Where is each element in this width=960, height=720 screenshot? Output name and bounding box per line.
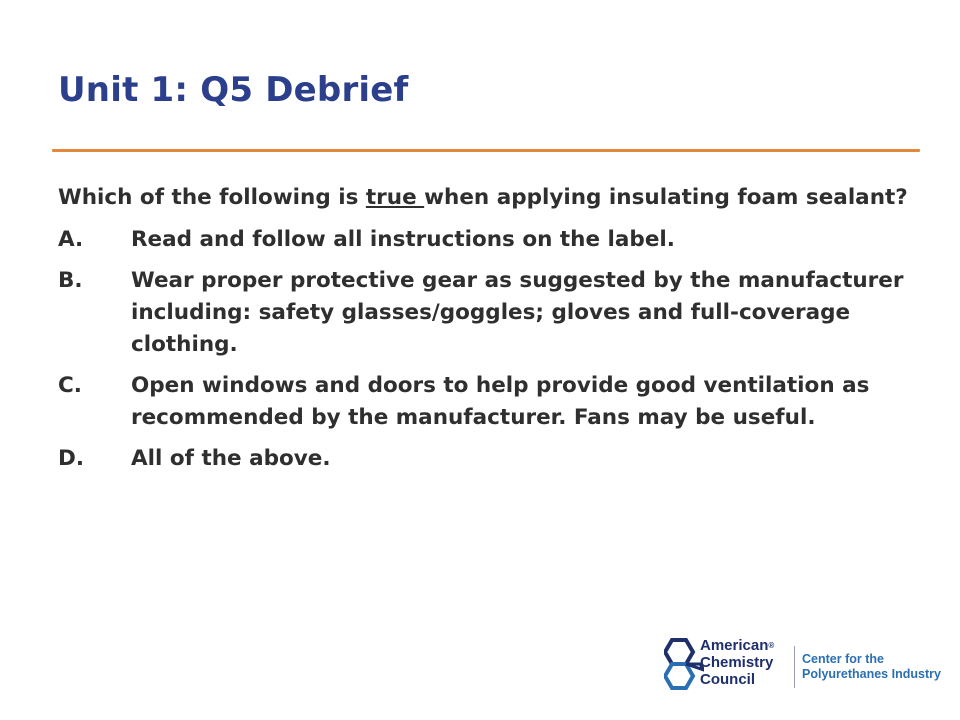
question-text	[58, 182, 928, 214]
logo-line1: American	[700, 637, 769, 654]
option-text: Read and follow all instructions on the label.	[131, 227, 675, 252]
option-letter: A.	[58, 227, 84, 252]
option-d	[58, 443, 928, 475]
center-line1: Center for the	[802, 652, 884, 666]
center-line2: Polyurethanes Industry	[802, 667, 941, 681]
option-c	[58, 370, 928, 434]
logo-line2: Chemistry	[700, 654, 774, 671]
option-letter: D.	[58, 446, 85, 471]
hexagon-logo-icon	[664, 634, 704, 698]
cpi-wordmark	[802, 652, 941, 682]
option-text: Open windows and doors to help provide good ventilation as recommended by the manufacturer. Fans may be useful.	[131, 373, 870, 430]
slide-title: Unit 1: Q5 Debrief	[58, 70, 409, 110]
slide-body	[58, 182, 928, 484]
registered-mark: ®	[768, 641, 775, 650]
option-text: Wear proper protective gear as suggested by the manufacturer including: safety glasses/goggles; gloves and full-coverage clothing.	[131, 268, 904, 357]
question-tail: when applying insulating foam sealant?	[424, 185, 908, 210]
acc-cpi-logo	[664, 634, 944, 698]
title-divider	[52, 149, 920, 152]
logo-divider	[794, 646, 795, 688]
option-a	[58, 224, 928, 256]
acc-wordmark	[700, 637, 774, 688]
option-letter: B.	[58, 268, 83, 293]
option-b	[58, 265, 928, 361]
question-lead: Which of the following is	[58, 185, 366, 210]
option-letter: C.	[58, 373, 82, 398]
logo-line3: Council	[700, 671, 755, 688]
option-text: All of the above.	[131, 446, 331, 471]
question-emphasis: true	[365, 185, 425, 210]
